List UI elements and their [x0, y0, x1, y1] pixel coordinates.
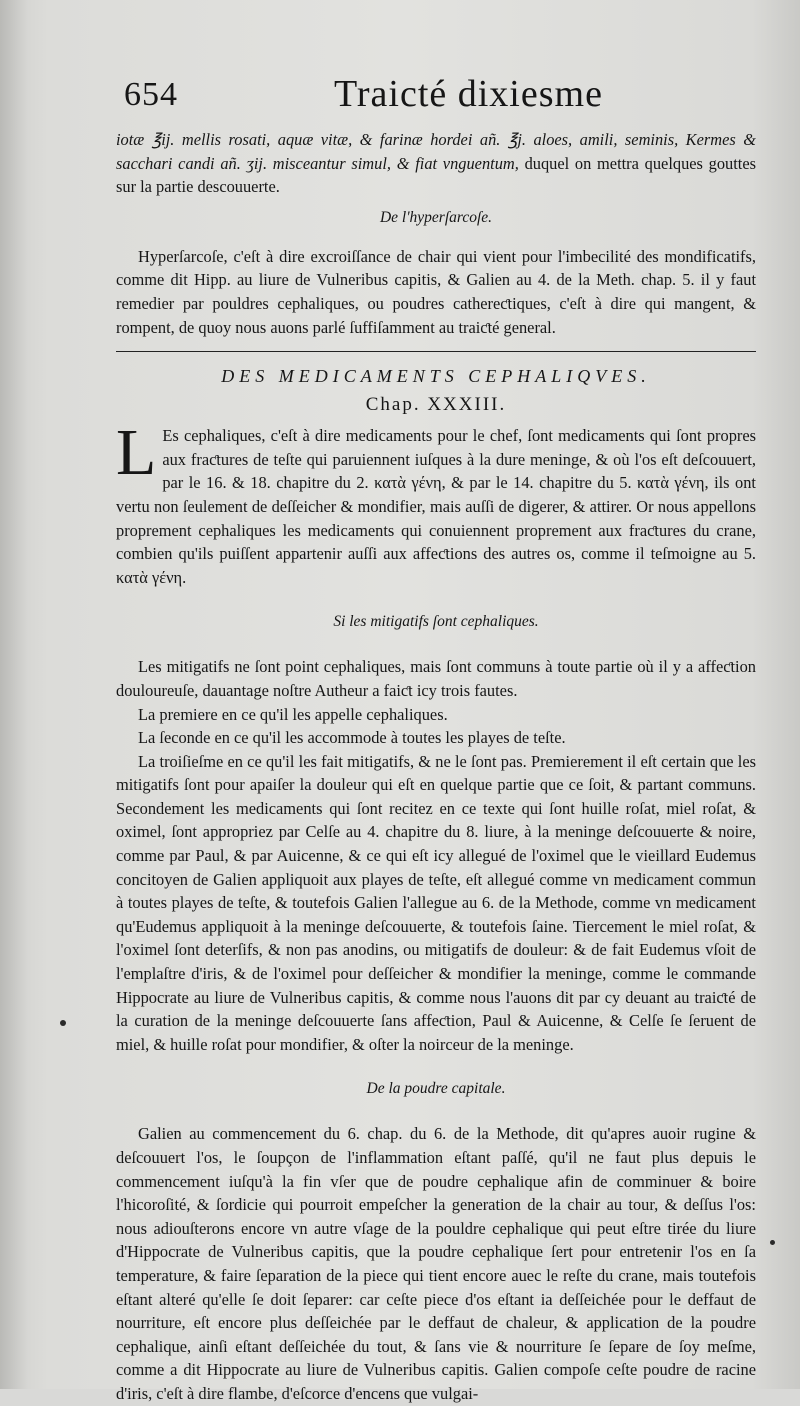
intro-tail: duquel on mettra quelques gouttes sur la partie descouuerte. [116, 153, 757, 197]
section-title: DES MEDICAMENTS CEPHALIQVES. [221, 366, 651, 387]
running-head: Traicté dixiesme [334, 73, 603, 115]
subheading-mitigatifs: Si les mitigatifs ſont cephaliques. [333, 613, 539, 631]
paragraph-hypersarcose: Hyperſarcoſe, c'eſt à dire excroiſſance de chair qui vient pour l'imbecilité des mondificatifs, comme dit Hipp. au liure de Vulneribus capitis, & Galien au 4. de la Meth. chap. 5. il y faut remedier par pouldres cephaliques, ou poudres cathereƈtiques, c'eſt à dire qui mangent, & rompent, de quoy nous auons parlé ſuffiſamment au traiƈté general. [116, 246, 756, 337]
paragraph-mitigatifs-1: Les mitigatifs ne ſont point cephaliques, mais ſont communs à toute partie où il y a affeƈtion douloureuſe, dauantage noſtre Autheur a faiƈt icy trois fautes. [116, 657, 756, 700]
paragraph-mitigatifs-3: La ſeconde en ce qu'il les accommode à toutes les playes de teſte. [138, 728, 566, 748]
intro-paragraph [116, 128, 756, 199]
paragraph-cephaliques: Es cephaliques, c'eſt à dire medicaments pour le chef, ſont medicaments qui ſont propres aux fraƈtures de teſte qui paruiennent iuſques à la dure meninge, & où l'os eſt deſcouuert, par le 16. & 18. chapitre du 2. κατὰ γένη, & par le 14. chapitre du 5. κατὰ γένη, ils ont vertu non ſeulement de deſſeicher & mondifier, mais auſſi de digerer, & attirer. Or nous appellons proprement cephaliques les medicaments qui conuiennent proprement aux fraƈtures du crane, combien qu'ils puiſſent appartenir auſſi aux affeƈtions des autres os, comme il teſmoigne au 5. κατὰ γένη. [116, 426, 756, 587]
ink-speck [770, 1240, 775, 1245]
page-gutter-shadow [0, 0, 28, 1389]
subheading-poudre: De la poudre capitale. [366, 1080, 506, 1098]
paragraph-mitigatifs-4: La troiſieſme en ce qu'il les fait mitigatifs, & ne le ſont pas. Premierement il eſt certain que les mitigatifs ſont pour apaiſer la douleur qui eſt en quelque partie que ce ſoit, & partant communs. Secondement les medicaments qui ſont recitez en ce texte qui ſont huille roſat, miel roſat, & oximel, ſont appropriez par Celſe au 4. chapitre du 8. liure, à la meninge deſcouuerte & noire, comme par Paul, & par Auicenne, & ce qui eſt icy allegué de l'oximel que le vieillard Eudemus concitoyen de Galien appliquoit aux playes de teſte, eſt allegué comme vn medicament commun à toutes playes de teſte, & toutefois Galien l'allegue au 6. de la Methode, comme vn medicament qu'Eudemus appliquoit à la meninge deſcouuerte, & toutefois ſaine. Tiercement le miel roſat, & l'oximel ſont deterſifs, & non pas anodins, ou mitigatifs de douleur: & de fait Eudemus vſoit de l'emplaſtre d'iris, & de l'oximel pour deſſeicher & mondifier la meninge, comme le commande Hippocrate au liure de Vulneribus capitis, & comme nous l'auons dit par cy deuant au traiƈté de la curation de la meninge deſcouuerte ſans affeƈtion, Paul & Auicenne, & Celſe ſe ſeruent de miel, & huille roſat pour mondifier, & oſter la noirceur de la meninge. [116, 751, 756, 1054]
chapter-heading: Chap. XXXIII. [365, 394, 507, 416]
drop-cap: L [116, 416, 157, 490]
latin-recipe: iotæ ℥ij. mellis rosati, aquæ vitæ, & farinæ hordei añ. ℥j. aloes, amili, seminis, Kermes & sacchari candi añ. ʒij. misceantur simul, & fiat vnguentum, [116, 130, 756, 173]
ink-speck [60, 1020, 66, 1026]
paragraph-mitigatifs-2: La premiere en ce qu'il les appelle cephaliques. [138, 704, 448, 724]
page-number: 654 [124, 76, 178, 113]
chapter-opening [116, 416, 756, 589]
paragraph-poudre: Galien au commencement du 6. chap. du 6. de la Methode, dit qu'apres auoir rugine & deſcouuert l'os, le ſoupçon de l'inflammation eſtant paſſé, qu'il ne faut plus depuis le commencement iuſqu'à la fin vſer que de poudre cephalique afin de comminuer & boire l'hicoroſité, & ſordicie qui pourroit empeſcher la generation de la chair au tour, & deſſus l'os: nous adiouſterons encore vn autre vſage de la pouldre cephalique qui peut eſtre tirée du liure d'Hippocrate de Vulneribus capitis, que la poudre cephalique ſert pour entretenir l'os en ſa temperature, & faire ſeparation de la piece qui tient encore auec le reſte du crane, mais toutefois eſtant alteré qu'elle ſe doit ſeparer: car ceſte piece d'os eſtant ia deſſeichée pour le deffaut de nourriture, eſt encore plus deſſeichée par le deffaut de chaleur, & application de la poudre cephalique, ainſi eſtant deſſeichée du tout, & ſans vie & nourriture ſe ſepare de ſoy meſme, comme a dit Hippocrate au liure de Vulneribus capitis. Galien compoſe ceſte poudre de racine d'iris, c'eſt à dire flambe, d'eſcorce d'encens que vulgai- [116, 1124, 756, 1403]
subheading-hypersarcose: De l'hyperſarcoſe. [379, 208, 493, 226]
text-block [116, 72, 756, 1406]
page-header [116, 72, 756, 128]
section-divider [116, 351, 756, 352]
